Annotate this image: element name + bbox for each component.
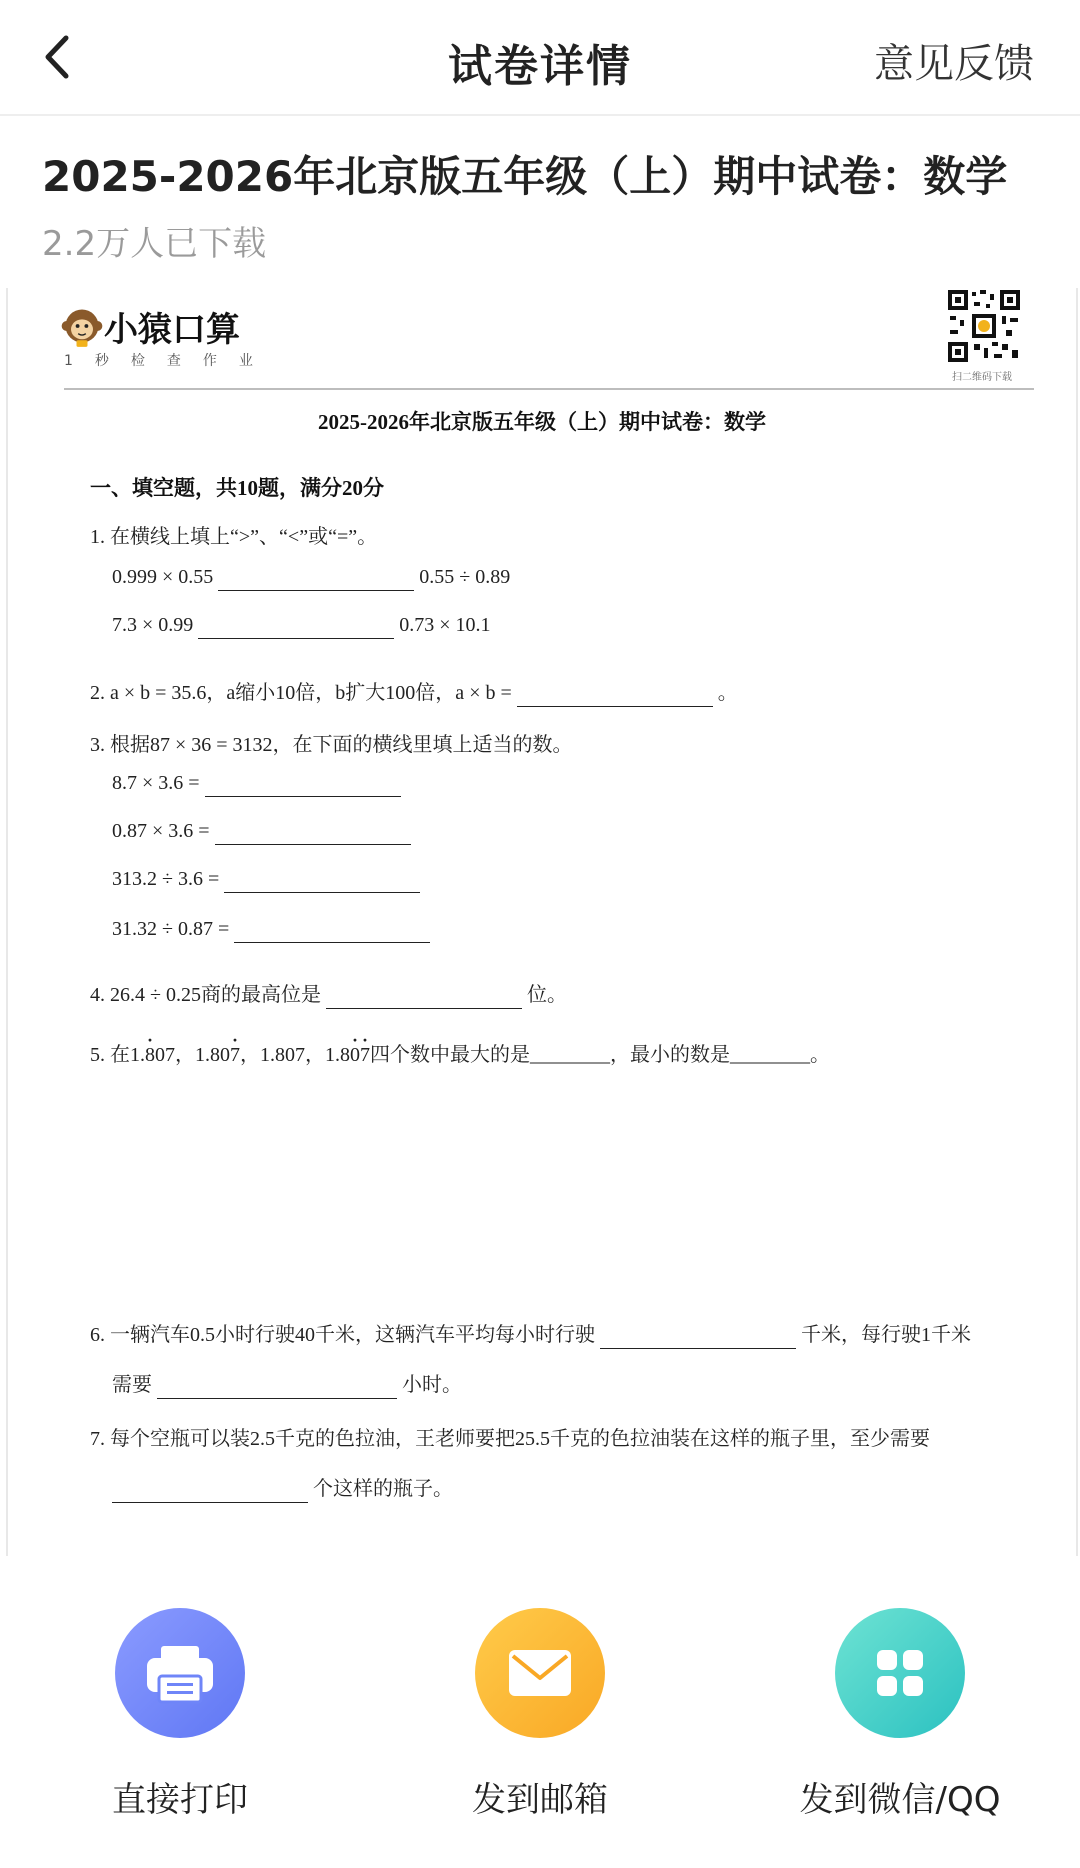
question-3-stem: 3. 根据87 × 36 = 3132，在下面的横线里填上适当的数。 (90, 734, 573, 756)
answer-blank (326, 986, 522, 1009)
share-circle (835, 1608, 965, 1738)
question-1-stem: 1. 在横线上填上“>”、“<”或“=”。 (90, 526, 378, 548)
answer-blank (517, 684, 713, 707)
question-3-item (112, 868, 420, 893)
q5-text: 07 (155, 1044, 175, 1066)
question-7-line-1: 7. 每个空瓶可以装2.5千克的色拉油，王老师要把25.5千克的色拉油装在这样的瓶子里，至少需要 (90, 1428, 930, 1450)
question-3-item (112, 772, 401, 797)
repeating-digit: · 7 (360, 1044, 370, 1067)
qr-code-icon (946, 288, 1022, 364)
mail-icon (475, 1608, 605, 1738)
repeating-digit: · 8 (145, 1044, 155, 1067)
answer-blank (205, 774, 401, 797)
grid-icon (835, 1608, 965, 1738)
q6-line1: 6. 一辆汽车0.5小时行驶40千米，这辆汽车平均每小时行驶 (90, 1324, 595, 1346)
q5-text: ，1.80 (175, 1044, 230, 1066)
printer-icon (115, 1608, 245, 1738)
question-6-line-2 (112, 1368, 462, 1399)
print-circle (115, 1608, 245, 1738)
question-6-line-1 (90, 1318, 971, 1349)
email-label: 发到邮箱 (472, 1780, 608, 1820)
q1-r1-right: 0.55 ÷ 0.89 (419, 566, 511, 588)
brand-slogan: 1秒检查作业 (64, 353, 275, 369)
send-wechat-qq-button[interactable] (770, 1608, 1030, 1838)
q6-line2-end: 小时。 (402, 1374, 462, 1396)
q3-item-1: 8.7 × 3.6 = (112, 772, 200, 794)
answer-blank (234, 920, 430, 943)
q3-item-3: 313.2 ÷ 3.6 = (112, 868, 220, 890)
header-divider (64, 388, 1034, 390)
answer-blank (112, 1480, 308, 1503)
q6-line1-end: 千米，每行驶1千米 (801, 1324, 971, 1346)
q1-r2-right: 0.73 × 10.1 (399, 614, 491, 636)
answer-blank (224, 870, 420, 893)
q2-text: 2. a × b = 35.6，a缩小10倍，b扩大100倍，a × b = (90, 682, 512, 704)
download-count: 2.2万人已下载 (42, 224, 267, 264)
wechat-qq-label: 发到微信/QQ (799, 1780, 1001, 1820)
question-7-line-2 (112, 1472, 453, 1503)
question-2 (90, 676, 738, 707)
repeating-digit: · 0 (350, 1044, 360, 1067)
document-title: 2025-2026年北京版五年级（上）期中试卷：数学 (42, 152, 1008, 201)
print-label: 直接打印 (112, 1780, 248, 1820)
page-title: 试卷详情 (448, 41, 632, 92)
answer-blank (157, 1376, 397, 1399)
q1-r2-left: 7.3 × 0.99 (112, 614, 194, 636)
q2-end: 。 (717, 682, 738, 704)
question-1-row-2 (112, 614, 491, 639)
answer-blank (215, 822, 411, 845)
q1-r1-left: 0.999 × 0.55 (112, 566, 214, 588)
q7-line2-end: 个这样的瓶子。 (313, 1478, 453, 1500)
q5-start: 5. 在1. (90, 1044, 145, 1066)
question-3-item (112, 918, 430, 943)
q3-item-2: 0.87 × 3.6 = (112, 820, 210, 842)
top-bar (0, 0, 1080, 116)
answer-blank (198, 616, 394, 639)
brand-name: 小猿口算 (104, 310, 240, 350)
section-heading: 一、填空题，共10题，满分20分 (90, 476, 384, 500)
question-3-item (112, 820, 411, 845)
repeating-digit: · 7 (230, 1044, 240, 1067)
print-button[interactable] (50, 1608, 310, 1838)
q3-item-4: 31.32 ÷ 0.87 = (112, 918, 230, 940)
feedback-link[interactable]: 意见反馈 (874, 41, 1034, 87)
action-bar (0, 1556, 1080, 1868)
answer-blank (218, 568, 414, 591)
q4-text: 4. 26.4 ÷ 0.25商的最高位是 (90, 984, 321, 1006)
q4-end: 位。 (526, 984, 567, 1006)
monkey-logo-icon (60, 304, 104, 348)
answer-blank (600, 1326, 796, 1349)
document-preview[interactable] (6, 288, 1078, 1556)
paper-title: 2025-2026年北京版五年级（上）期中试卷：数学 (318, 410, 766, 434)
qr-label: 扫二维码下载 (952, 372, 1012, 383)
q5-text: 四个数中最大的是________，最小的数是________。 (370, 1044, 830, 1066)
q5-text: ，1.807，1.8 (240, 1044, 350, 1066)
question-4 (90, 978, 567, 1009)
question-5 (90, 1038, 830, 1067)
email-circle (475, 1608, 605, 1738)
send-email-button[interactable] (410, 1608, 670, 1838)
q6-line2-start: 需要 (112, 1374, 152, 1396)
question-1-row-1 (112, 566, 510, 591)
